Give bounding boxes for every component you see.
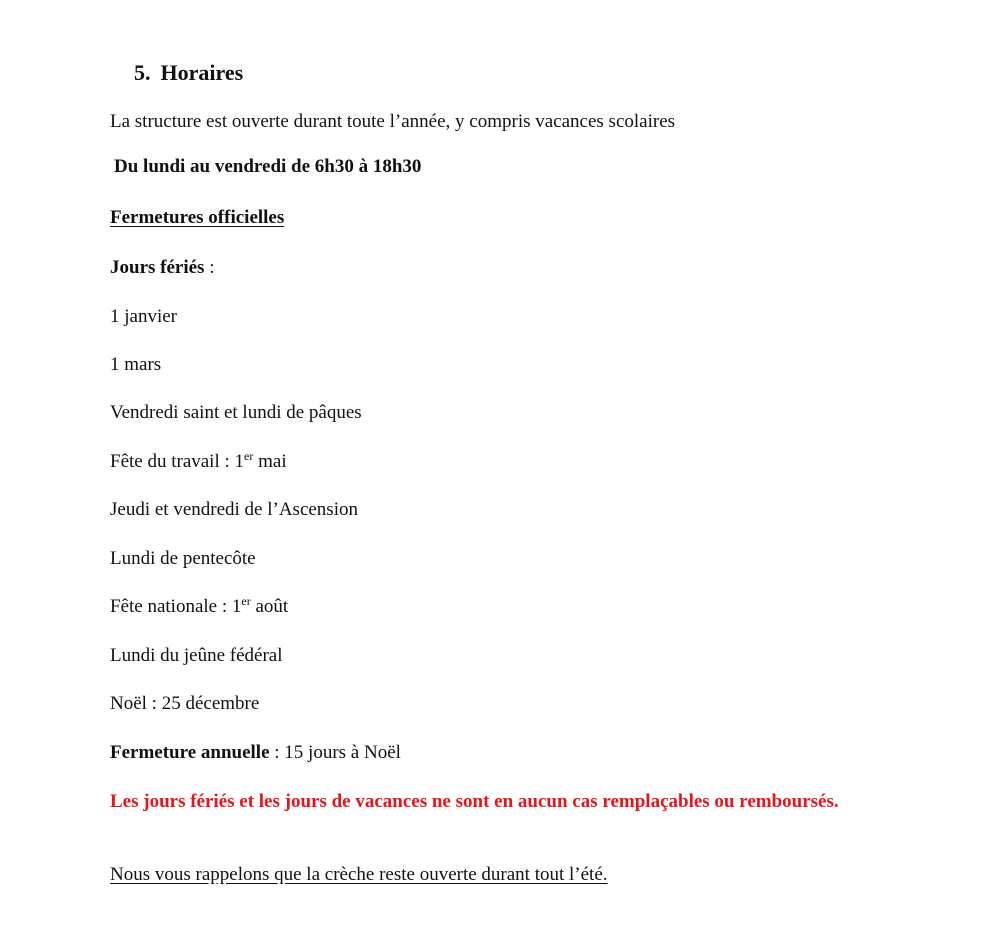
- holidays-colon: :: [204, 257, 215, 278]
- section-number: 5.: [134, 60, 151, 85]
- holiday-item: [110, 692, 259, 716]
- intro-text: La structure est ouverte durant toute l’année, y compris vacances scolaires: [110, 111, 676, 132]
- holiday-text-after: août: [250, 596, 289, 617]
- holiday-item: [110, 305, 177, 329]
- holiday-text: Fête nationale : 1: [110, 596, 242, 617]
- holiday-text: 1 janvier: [110, 306, 178, 327]
- annual-closure-value: : 15 jours à Noël: [269, 742, 401, 763]
- holiday-item: [110, 644, 283, 668]
- holiday-text: Vendredi saint et lundi de pâques: [110, 402, 362, 423]
- holiday-item: [110, 450, 287, 474]
- opening-hours: Du lundi au vendredi de 6h30 à 18h30: [114, 156, 422, 177]
- holiday-text: Lundi de pentecôte: [110, 548, 256, 569]
- holiday-text: 1 mars: [110, 354, 162, 375]
- holiday-text: Noël : 25 décembre: [110, 693, 260, 714]
- annual-closure: [110, 741, 401, 765]
- holidays-label-line: [110, 256, 214, 280]
- annual-closure-label: Fermeture annuelle: [110, 742, 270, 763]
- holiday-text-after: mai: [253, 451, 287, 472]
- warning-notice: Les jours fériés et les jours de vacances ne sont en aucun cas remplaçables ou remboursés.: [110, 791, 839, 812]
- closures-heading: Fermetures officielles: [110, 207, 285, 228]
- holiday-text: Jeudi et vendredi de l’Ascension: [110, 499, 358, 520]
- holiday-item: [110, 547, 256, 571]
- holiday-text: Lundi du jeûne fédéral: [110, 645, 283, 666]
- holiday-item: [110, 353, 161, 377]
- section-title: Horaires: [160, 60, 244, 85]
- holiday-item: [110, 498, 358, 522]
- ordinal-suffix: er: [244, 449, 254, 463]
- ordinal-suffix: er: [241, 594, 251, 608]
- holiday-text: Fête du travail : 1: [110, 451, 245, 472]
- holiday-item: [110, 595, 288, 619]
- holidays-label: Jours fériés: [110, 257, 205, 278]
- summer-reminder: Nous vous rappelons que la crèche reste ouverte durant tout l’été.: [110, 864, 608, 885]
- section-heading: [134, 60, 243, 86]
- holiday-item: [110, 401, 362, 425]
